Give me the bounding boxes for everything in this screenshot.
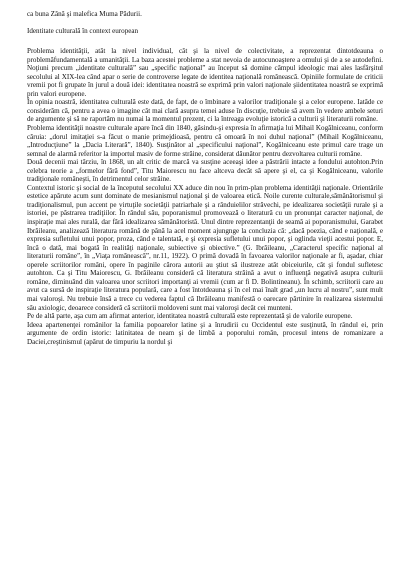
spacer	[27, 35, 383, 47]
paragraph: În opinia noastră, identitatea culturală este dată, de fapt, de o îmbinare a valorilor tradiţionale şi a celor europene. Iatăde ce considerăm că, pentru a avea o imagine cât mai clară asupra temei aduse în discuţie, trebuie să avem în vedere ambele seturi de argumente şi să ne raportăm nu numai la momentul prezent, ci la întreaga evoluţie istorică a culturii şi literaturii române.	[27, 98, 383, 124]
spacer	[27, 19, 383, 27]
paragraph: Contextul istoric şi social de la începutul secolului XX aduce din nou în prim-plan problema identităţii naţionale. Orientările estetice apărute acum sunt dominate de mesianismul naţional şi de valoarea etică. Noile curente culturale,sămănătorismul şi tradiţionalismul, pun accent pe virtuţile societăţii patriarhale şi a rânduielilor străvechi, pe idealizarea societăţii rurale şi a istoriei, pe păstrarea tradiţiilor. În rândul său, poporanismul promovează o literatură cu un pronunţat caracter naţional, de inspiraţie mai ales rurală, dar fără idealizarea sămănătoristă. Unul dintre reprezentanţii de seamă ai poporanismului, Garabet Ibrăileanu, analizează literatura română de până la acel moment ajungnge la concluzia că: „dacă poezia, când e naţională, e expresia sufletului unui popor, proza, când e talentată, e şi expresia sufletului unui popor, şi oglinda vieţii acestui popor. E, încă o dată, mai bogată în realităţi naţionale, subiective şi obiective.” (G. Ibrăileanu, „Caracterul specific naţional al literaturii române”, în „Viaţa românească”, nr.11, 1922). O primă dovadă în favoarea valorilor naţionale ar fi, aşadar, chiar operele scriitorilor români, opere în paginile cărora autorii au ştiut să ilustreze atât obiceiurile, cât şi fondul sufletesc autohton. Ca şi Titu Maiorescu, G. Ibrăileanu consideră că literatura străină a avut o influenţă negativă asupra culturii române, diminuând din valoarea unor scriitori importanţi ai vremii (cum ar fi D. Bolintineanu). În schimb, scriitorii care au avut ca sursă de inspiraţie literatura populară, care a fost întotdeauna şi în cel mai înalt grad „un lucru al nostru”, sunt mult mai valoroşi. Nu trebuie însă a trece cu vederea faptul că Ibrăileanu manifestă o oarecare părtinire în realizarea sistemului său axiologic, deoarece consideră că scriitorii moldoveni sunt mai valoroşi decât cei munteni.	[27, 183, 383, 312]
paragraph: Problema identităţii noastre culturale apare încă din 1840, găsindu-şi expresia în afirmaţia lui Mihail Kogălniceanu, conform căruia: „dorul imitaţiei s-a făcut o manie primejdioasă, pentru că omoară în noi duhul naţional” (Mihail Kogălniceanu, „Introducţiune” la „Dacia Literară”, 1840). Susţinător al „specificului naţional”, Kogălniceanu este primul care trage un semnal de alarmă referitor la importul masiv de forme străine, considerat dăunător pentru dezvoltarea culturii române.	[27, 124, 383, 158]
paragraph: Pe de altă parte, aşa cum am afirmat anterior, identitatea noastră culturală este reprezentată şi de valorile europene.	[27, 312, 353, 321]
intro-line: ca buna Zână şi malefica Muma Pădurii.	[27, 10, 142, 18]
paragraph: Problema identităţii, atât la nivel individual, cât şi la nivel de colectivitate, a reprezentat dintotdeauna o problemăfundamentală a umanităţii. La baza acestei probleme a stat nevoia de autocunoaştere a omului şi de a se autodefini. Noţiuni precum „identitate culturală” sau „specific naţional” au început să domine câmpul ideologic mai ales lasfârşitul secolului al XIX-lea când apar o serie de controverse legate de identitea naţională românească. Opiniile formulate de criticii vremii pot fi grupate în jurul a două idei: identitatea noastră se exprimă prin valori naţionale şiidentitatea noastră se exprimă prin valori europene.	[27, 47, 383, 98]
section-heading: Identitate culturală în context european	[27, 26, 139, 35]
paragraph: Ideea apartenenţei românilor la familia popoarelor latine şi a înrudirii cu Occidentul este susţinută, în rândul ei, prin argumente de ordin istoric: latinitatea de neam şi de limbă a poporului român, procesul intens de romanizare a Daciei,creştinismul (apărut de timpuriu la nordul şi	[27, 320, 383, 346]
paragraph: Două decenii mai târziu, în 1868, un alt critic de marcă va susţine aceeaşi idee a păstrării intacte a fondului autohton.Prin celebra teorie a „formelor fără fond”, Titu Maiorescu nu face altceva decât să apere şi el, ca şi Kogălniceanu, valorile tradiţionale româneşti, în detrimentul celor străine.	[27, 158, 383, 184]
